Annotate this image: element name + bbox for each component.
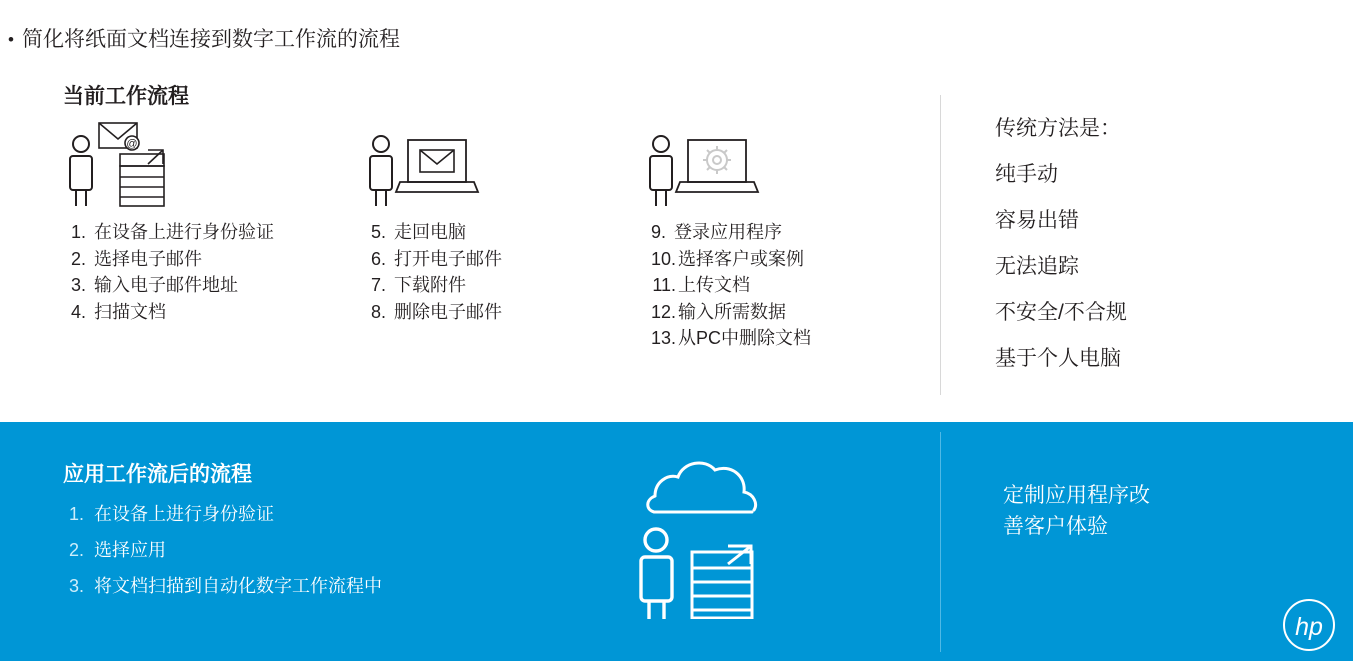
list-item	[640, 247, 940, 273]
step-number: 3.	[68, 576, 84, 596]
step-number: 11.	[652, 275, 676, 295]
list-item	[60, 532, 382, 568]
traditional-line: 基于个人电脑	[995, 347, 1121, 370]
workflow-steps-1	[60, 220, 360, 325]
step-text: 选择客户或案例	[678, 248, 804, 269]
step-text: 选择电子邮件	[94, 248, 202, 269]
workflow-steps-2	[360, 220, 640, 325]
workflow-column-3	[640, 120, 940, 353]
step-text: 输入电子邮件地址	[94, 275, 238, 295]
step-text: 走回电脑	[394, 222, 466, 242]
list-item	[60, 247, 360, 273]
list-item	[640, 273, 940, 299]
step-text: 将文档扫描到自动化数字工作流程中	[94, 576, 382, 596]
blue-right-line2: 善客户体验	[1003, 515, 1108, 538]
step-text: 从PC中删除文档	[678, 328, 812, 348]
bullet-text: 简化将纸面文档连接到数字工作流的流程	[22, 28, 400, 51]
blue-right-text	[1003, 480, 1303, 542]
list-item	[360, 300, 640, 326]
app-workflow-steps	[60, 496, 382, 604]
traditional-line: 不安全/不合规	[995, 301, 1127, 324]
list-item	[640, 300, 940, 326]
hp-logo	[1283, 599, 1335, 651]
step-number: 2.	[70, 248, 86, 269]
blue-band-title: 应用工作流后的流程	[63, 463, 252, 486]
step-number: 1.	[70, 222, 86, 242]
workflow-column-2	[360, 120, 640, 326]
step-text: 登录应用程序	[674, 222, 782, 242]
step-number: 3.	[70, 275, 86, 295]
step-number: 2.	[68, 540, 84, 560]
step-text: 下载附件	[394, 275, 466, 295]
list-item	[640, 326, 940, 352]
step-text: 在设备上进行身份验证	[94, 222, 274, 242]
list-item	[60, 220, 360, 246]
step-text: 打开电子邮件	[394, 248, 502, 269]
step-text: 删除电子邮件	[394, 301, 502, 322]
svg-text:hp: hp	[1295, 613, 1323, 641]
blue-vertical-divider	[940, 432, 941, 652]
list-item	[60, 300, 360, 326]
step-number: 12.	[650, 301, 676, 322]
app-workflow-band	[0, 422, 1353, 661]
section-title: 当前工作流程	[63, 85, 189, 108]
step-text: 上传文档	[678, 275, 750, 295]
workflow-column-1	[60, 120, 360, 326]
step-number: 5.	[370, 222, 386, 242]
step-number: 8.	[370, 301, 386, 322]
traditional-heading: 传统方法是：	[995, 117, 1121, 140]
traditional-line: 纯手动	[995, 163, 1058, 186]
step-number: 7.	[370, 275, 386, 295]
bullet-marker: •	[8, 30, 14, 49]
person-printer-email-icon	[60, 120, 360, 220]
traditional-line: 无法追踪	[995, 255, 1079, 278]
blue-right-line1: 定制应用程序改	[1003, 484, 1150, 507]
step-number: 10.	[650, 248, 676, 269]
list-item	[640, 220, 940, 246]
person-laptop-email-icon	[360, 120, 640, 220]
step-number: 6.	[370, 248, 386, 269]
step-number: 9.	[650, 222, 666, 242]
list-item	[360, 247, 640, 273]
list-item	[60, 568, 382, 604]
step-text: 在设备上进行身份验证	[94, 504, 274, 524]
vertical-divider	[940, 95, 941, 395]
traditional-method-panel	[995, 106, 1335, 382]
cloud-person-printer-icon	[620, 444, 810, 619]
step-number: 1.	[68, 504, 84, 524]
svg-text:@: @	[126, 138, 138, 150]
workflow-steps-3	[640, 220, 940, 352]
step-number: 13.	[650, 328, 676, 348]
list-item	[360, 273, 640, 299]
step-text: 选择应用	[94, 540, 166, 560]
list-item	[60, 273, 360, 299]
list-item	[360, 220, 640, 246]
step-number: 4.	[70, 301, 86, 322]
step-text: 输入所需数据	[678, 301, 786, 322]
person-laptop-gear-icon	[640, 120, 940, 220]
list-item	[60, 496, 382, 532]
traditional-line: 容易出错	[995, 209, 1079, 232]
step-text: 扫描文档	[94, 301, 166, 322]
